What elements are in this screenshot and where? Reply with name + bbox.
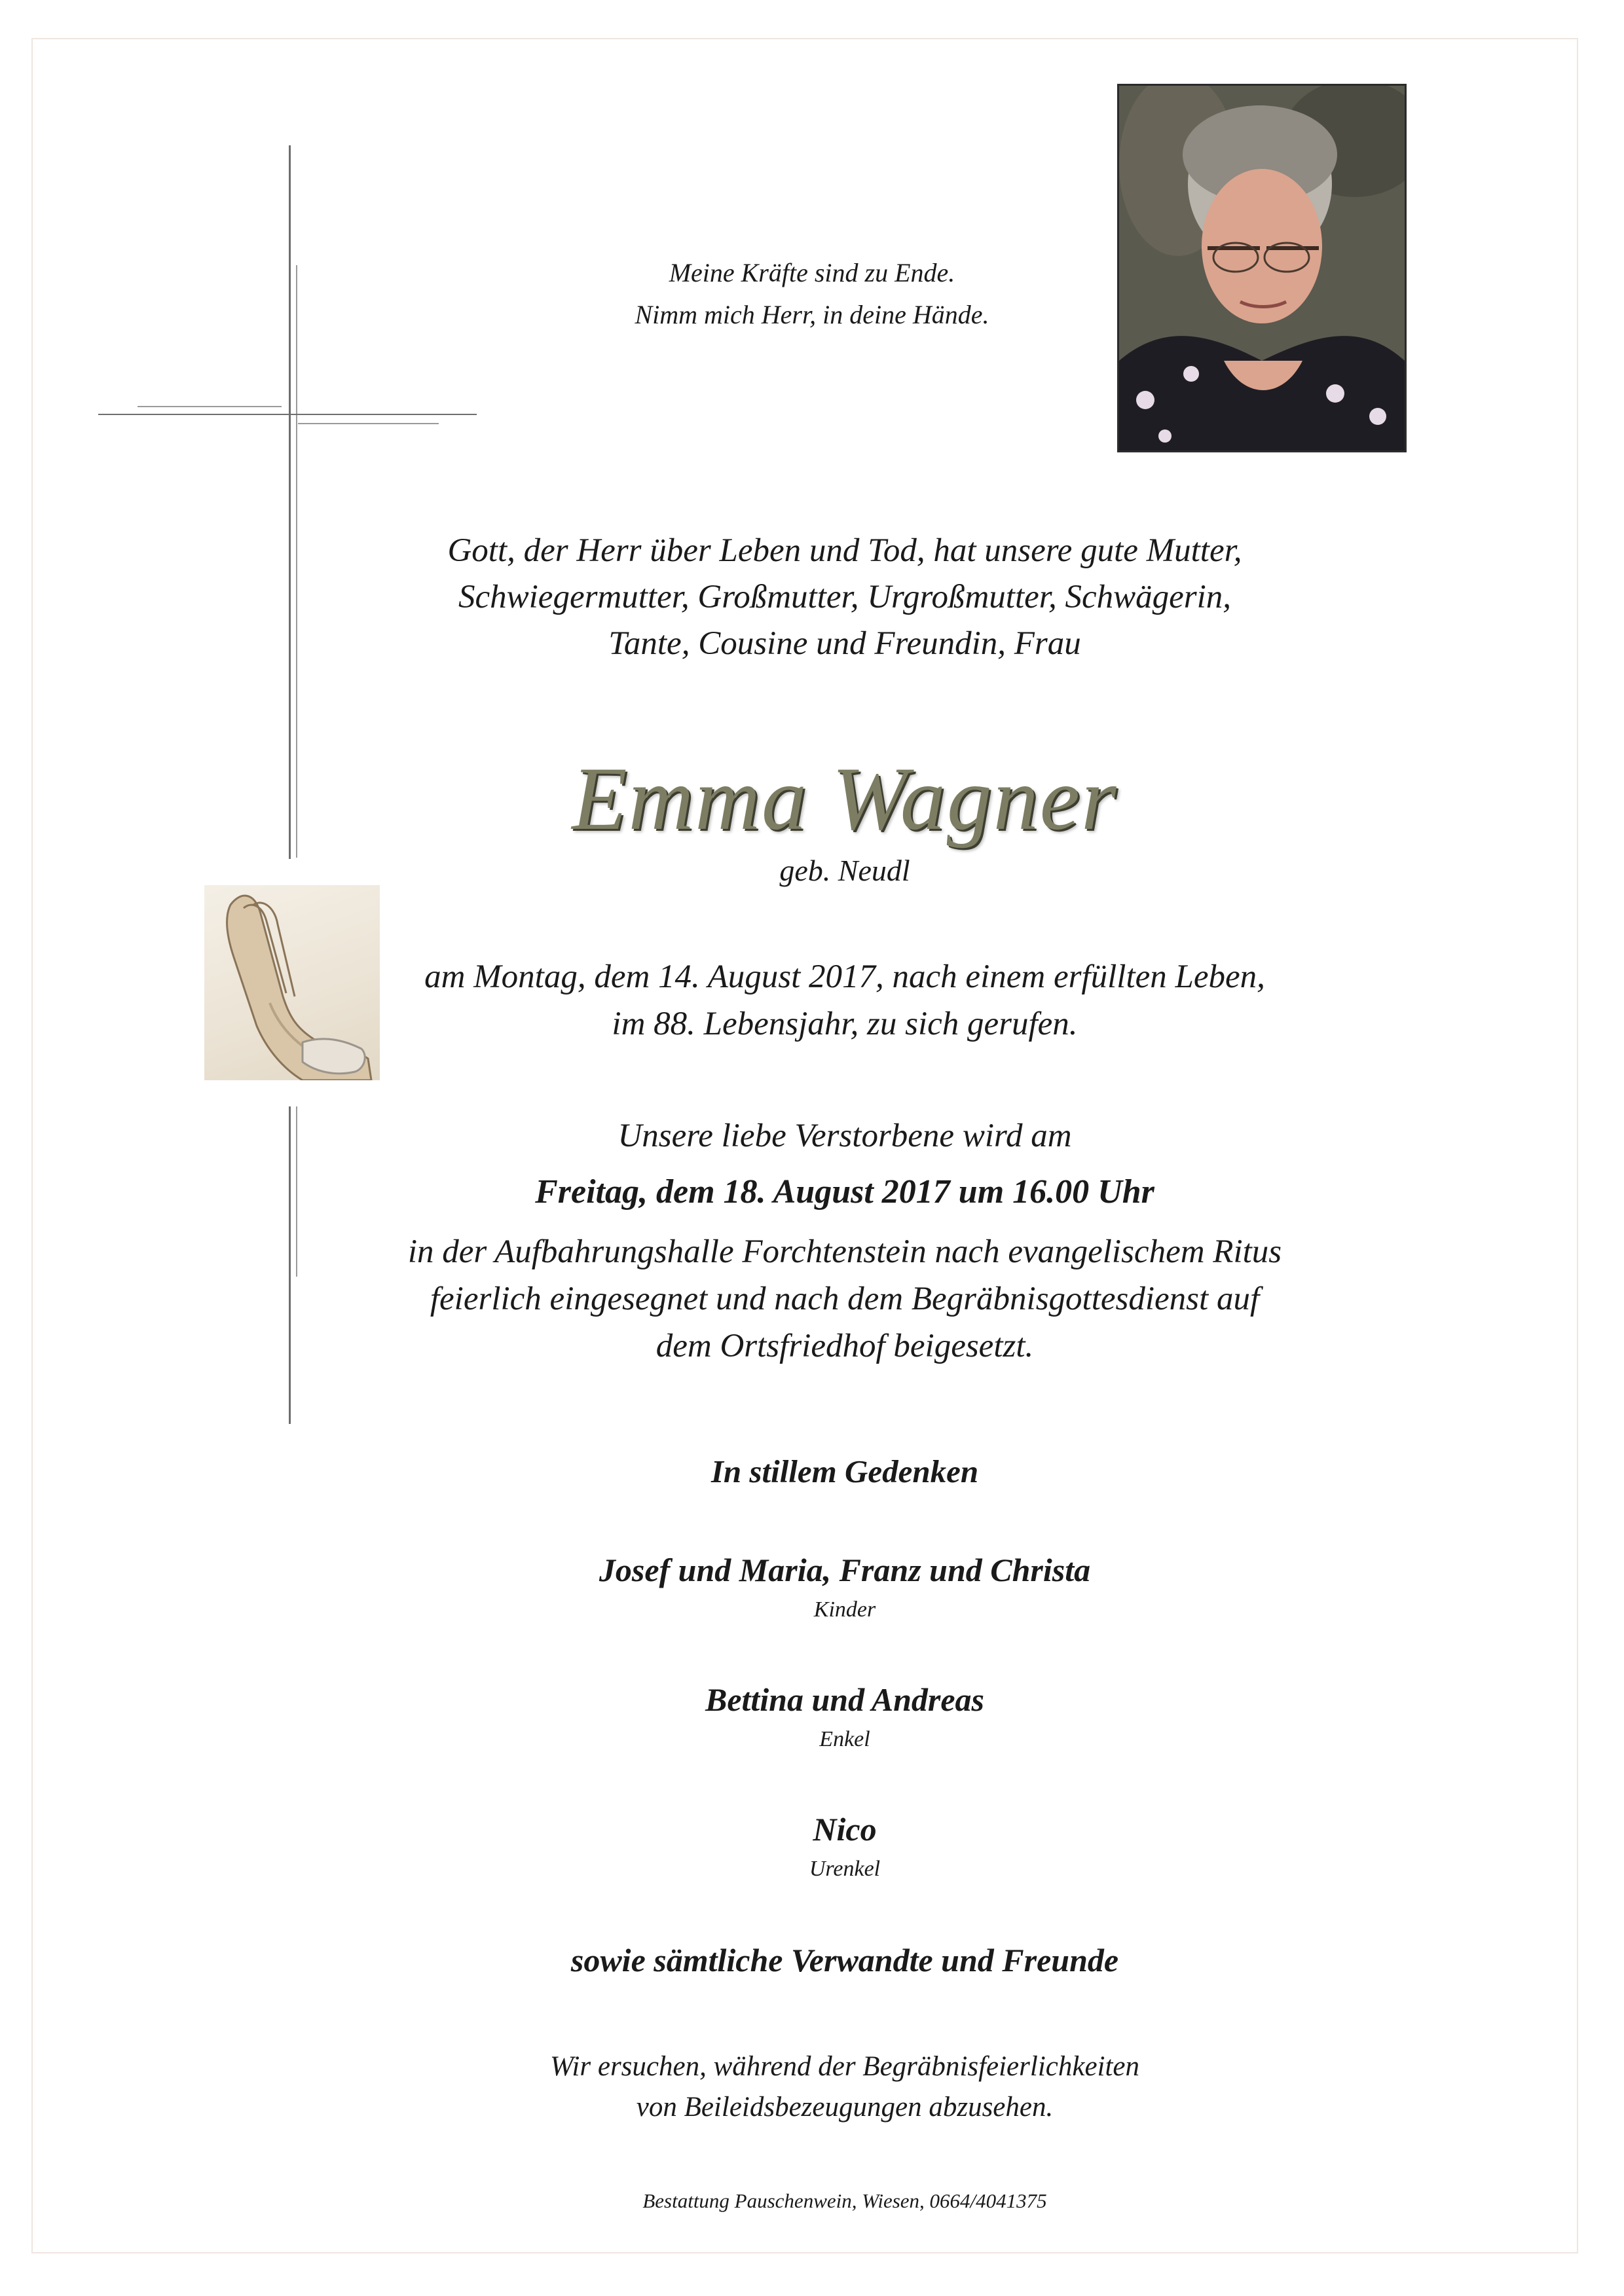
death-line: am Montag, dem 14. August 2017, nach einem erfüllten Leben, <box>424 958 1265 995</box>
funeral-intro: Unsere liebe Verstorbene wird am <box>618 1118 1072 1154</box>
motto <box>563 252 1061 336</box>
maiden-name: geb. Neudl <box>779 854 910 887</box>
death-notice <box>0 953 1624 1048</box>
request-line: Wir ersuchen, während der Begräbnisfeierlichkeiten <box>549 2051 1140 2082</box>
motto-line: Nimm mich Herr, in deine Hände. <box>635 300 989 329</box>
mourner-relation: Kinder <box>813 1597 876 1622</box>
intro-line: Gott, der Herr über Leben und Tod, hat unsere gute Mutter, <box>447 532 1242 569</box>
intro-line: Tante, Cousine und Freundin, Frau <box>608 625 1081 662</box>
memory-heading: In stillem Gedenken <box>710 1453 979 1489</box>
intro-text <box>0 528 1624 667</box>
portrait-photo <box>1117 84 1407 452</box>
mourner-relation: Urenkel <box>809 1857 881 1881</box>
deceased-name: Emma Wagner <box>572 748 1118 848</box>
mourner-names: Bettina und Andreas <box>705 1681 985 1718</box>
relatives-line: sowie sämtliche Verwandte und Freunde <box>570 1942 1119 1978</box>
funeral-line: in der Aufbahrungshalle Forchtenstein nach evangelischem Ritus <box>407 1233 1282 1270</box>
intro-line: Schwiegermutter, Großmutter, Urgroßmutter, Schwägerin, <box>458 579 1232 615</box>
death-line: im 88. Lebensjahr, zu sich gerufen. <box>612 1006 1078 1042</box>
undertaker-info: Bestattung Pauschenwein, Wiesen, 0664/4041375 <box>642 2189 1047 2212</box>
mourner-relation: Enkel <box>819 1727 870 1751</box>
funeral-details <box>0 1228 1624 1370</box>
funeral-line: feierlich eingesegnet und nach dem Begräbnisgottesdienst auf <box>430 1281 1260 1317</box>
funeral-date: Freitag, dem 18. August 2017 um 16.00 Uhr <box>535 1173 1154 1211</box>
motto-line: Meine Kräfte sind zu Ende. <box>669 258 955 287</box>
funeral-line: dem Ortsfriedhof beigesetzt. <box>655 1328 1034 1364</box>
mourner-names: Nico <box>813 1811 877 1848</box>
mourner-names: Josef und Maria, Franz und Christa <box>599 1552 1091 1588</box>
request-line: von Beileidsbezeugungen abzusehen. <box>636 2092 1054 2123</box>
condolence-request <box>0 2047 1624 2128</box>
